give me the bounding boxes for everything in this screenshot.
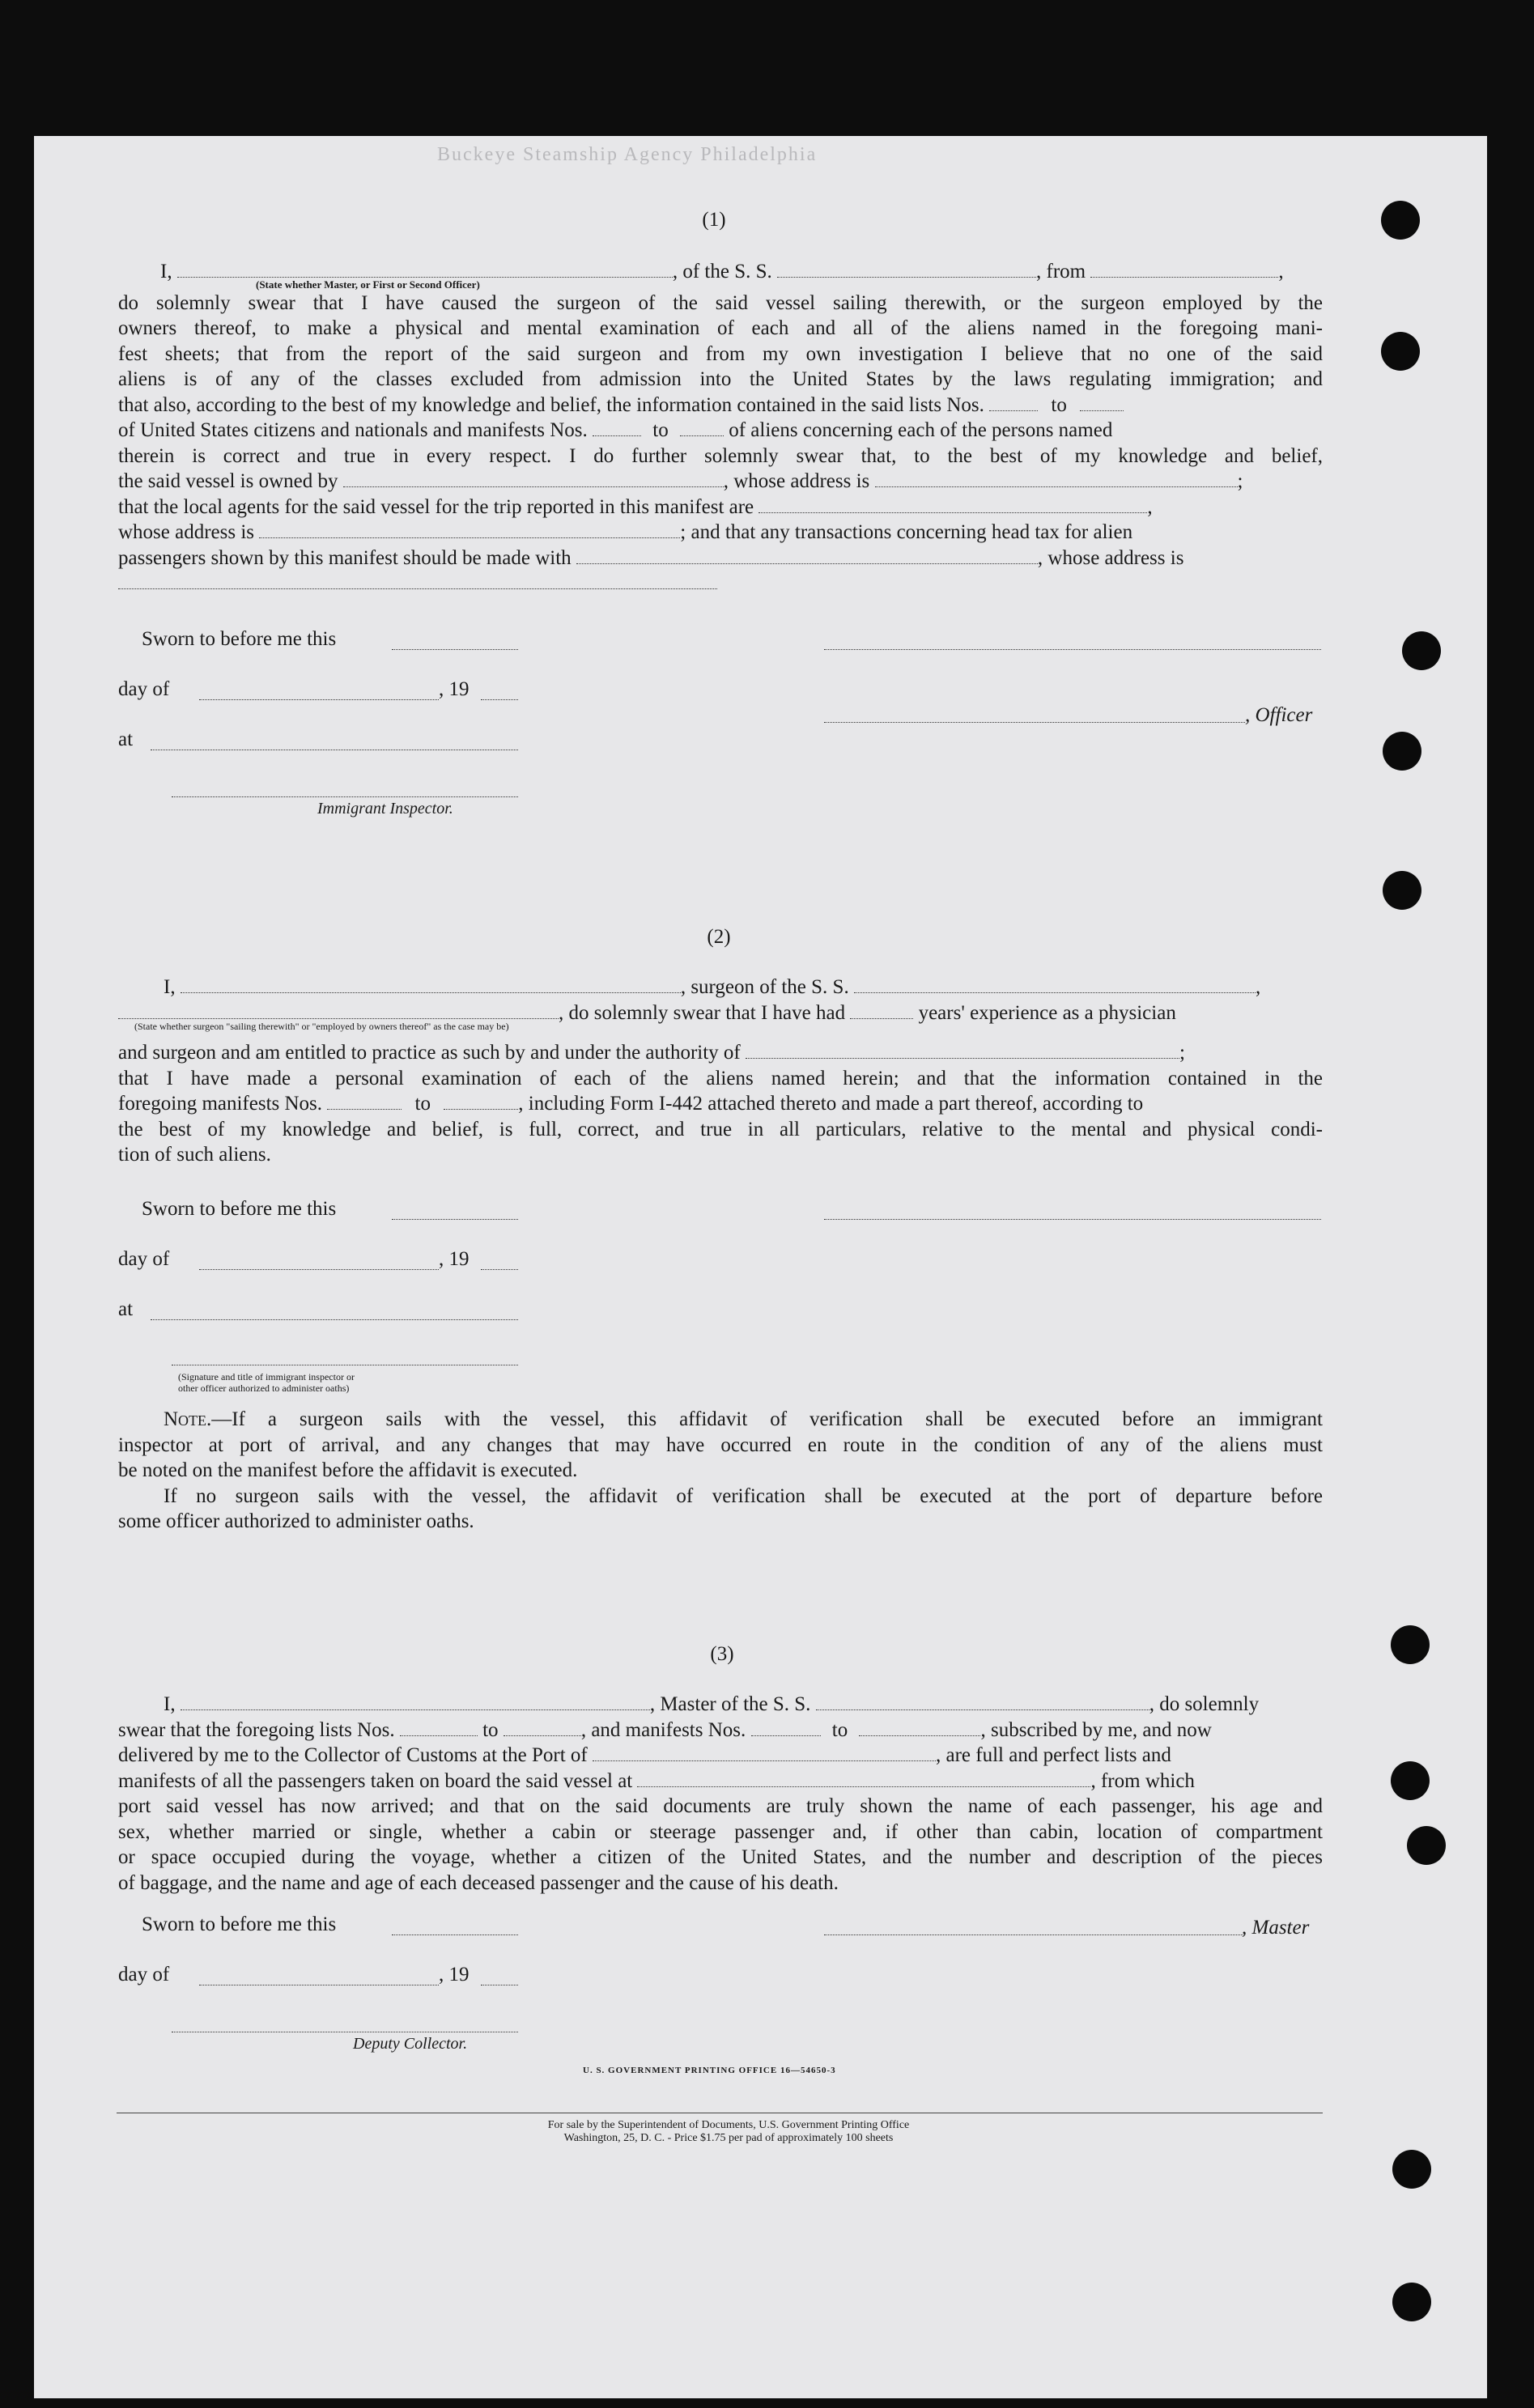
s3-to2: to [831, 1718, 848, 1741]
s1-body-2: fest sheets; that from the report of the said surgeon and from my own investigation I believe that no one of the said [118, 342, 1323, 365]
lists-from-field[interactable] [989, 394, 1038, 411]
owner-address-field[interactable] [875, 470, 1238, 487]
s2-at-field[interactable] [151, 1319, 518, 1320]
s2-swear: , do solemnly swear that I have had [559, 1001, 846, 1024]
section-1-number: (1) [702, 209, 726, 231]
punch-hole-2 [1381, 332, 1420, 371]
s3-master-sign-line[interactable] [824, 1934, 1245, 1935]
s1-sworn: Sworn to before me this [142, 628, 337, 650]
officer-hint: (State whether Master, or First or Second Officer) [256, 278, 480, 291]
s1-agents: that the local agents for the said vessel for the trip reported in this manifest are [118, 495, 754, 518]
s3-lists-from-field[interactable] [400, 1719, 478, 1736]
punch-hole-4 [1383, 732, 1421, 771]
authority-field[interactable] [746, 1042, 1179, 1059]
s1-comma: , [1278, 261, 1284, 282]
s3-lists-a: swear that the foregoing lists Nos. [118, 1718, 395, 1741]
s2-manifests-from-field[interactable] [327, 1093, 402, 1110]
punch-hole-5 [1383, 871, 1421, 910]
officer-name-field[interactable] [177, 261, 673, 278]
s1-nineteen: , 19 [439, 678, 470, 700]
s2-surgeon-sign-line[interactable] [824, 1219, 1321, 1220]
section-3-number: (3) [710, 1643, 734, 1665]
sale-line-2: Washington, 25, D. C. - Price $1.75 per pad of approximately 100 sheets [563, 2132, 894, 2144]
s2-tion: tion of such aliens. [118, 1144, 271, 1166]
s3-collector: delivered by me to the Collector of Customs at the Port of [118, 1744, 588, 1766]
s2-day-of: day of [118, 1248, 170, 1270]
s3-manifests: , and manifests Nos. [580, 1718, 746, 1741]
port-field[interactable] [593, 1744, 936, 1761]
s3-body-1: sex, whether married or single, whether a cabin or steerage passenger and, if other than cabin, location of compartment [118, 1820, 1323, 1843]
s2-sworn-field[interactable] [392, 1219, 518, 1220]
s1-pass-a: passengers shown by this manifest should be made with [118, 546, 572, 569]
from-port-field[interactable] [1090, 261, 1278, 278]
s1-at: at [118, 728, 134, 750]
s1-day-field[interactable] [199, 699, 439, 700]
s2-sworn: Sworn to before me this [142, 1198, 337, 1220]
s3-manifests-to-field[interactable] [859, 1719, 980, 1736]
s1-correct: therein is correct and true in every respect. I do further solemnly swear that, to the best of my knowledge and belief, [118, 444, 1323, 467]
s2-fm-to: to [414, 1093, 431, 1115]
s3-subscribed: , subscribed by me, and now [980, 1718, 1212, 1741]
agents-address-field[interactable] [259, 521, 680, 538]
ship-name-field[interactable] [777, 261, 1036, 278]
s1-manifests-b: of aliens concerning each of the persons named [729, 419, 1113, 441]
s1-agents-end: , [1147, 495, 1153, 518]
s1-owned-b: , whose address is [723, 470, 870, 492]
s1-day-of: day of [118, 678, 170, 700]
punch-hole-9 [1392, 2150, 1431, 2189]
s1-year-field[interactable] [481, 699, 518, 700]
s1-lists-a: that also, according to the best of my knowledge and belief, the information contained in the said lists Nos. [118, 393, 984, 416]
s3-solemnly: , do solemnly [1149, 1693, 1260, 1715]
s1-manifests-a: of United States citizens and nationals and manifests Nos. [118, 419, 588, 441]
s2-sig-hint-2: other officer authorized to administer oaths) [178, 1382, 350, 1394]
s1-officer-sign-line-1[interactable] [824, 649, 1321, 650]
s1-sworn-field[interactable] [392, 649, 518, 650]
s2-note-0: —If a surgeon sails with the vessel, this affidavit of verification shall be executed before an immigrant [211, 1408, 1323, 1430]
section-2-number: (2) [707, 926, 731, 948]
s3-full-lists: , are full and perfect lists and [936, 1744, 1171, 1766]
s1-inspector-label: Immigrant Inspector. [317, 800, 453, 818]
s3-sworn-field[interactable] [392, 1934, 518, 1935]
s3-deputy-label: Deputy Collector. [353, 2035, 468, 2053]
s2-manifests-to-field[interactable] [444, 1093, 518, 1110]
s1-inspector-sign-line[interactable] [172, 796, 518, 797]
s1-from: , from [1036, 261, 1086, 282]
s2-note-label: Note. [164, 1408, 212, 1430]
head-tax-address-field[interactable] [118, 580, 717, 589]
s3-from-which: , from which [1090, 1769, 1195, 1792]
section-2-note [118, 1407, 1323, 1535]
section-1-text [118, 259, 1323, 597]
s1-i: I, [160, 261, 172, 282]
s2-nineteen: , 19 [439, 1248, 470, 1270]
master-name-field[interactable] [181, 1693, 650, 1710]
s1-whose-a: whose address is [118, 521, 255, 543]
section-2-text [118, 975, 1323, 1168]
s1-of-ss: , of the S. S. [672, 261, 772, 282]
surgeon-hint: (State whether surgeon "sailing therewith" or "employed by owners thereof" as the case may be) [134, 1021, 509, 1032]
s2-fm-a: foregoing manifests Nos. [118, 1093, 323, 1115]
s2-auth: and surgeon and am entitled to practice as such by and under the authority of [118, 1042, 741, 1064]
s2-years: years' experience as a physician [918, 1001, 1176, 1024]
s2-i: I, [164, 976, 176, 998]
s1-owned-a: the said vessel is owned by [118, 470, 338, 492]
s1-officer-sign-line-2[interactable] [824, 722, 1245, 723]
manifests-to-field[interactable] [680, 419, 724, 436]
s2-fm-b: , including Form I-442 attached thereto and made a part thereof, according to [518, 1093, 1144, 1115]
s1-manifests-to: to [652, 419, 669, 441]
s3-body-3: of baggage, and the name and age of each deceased passenger and the cause of his death. [118, 1871, 839, 1894]
s3-ship-field[interactable] [816, 1693, 1149, 1710]
s3-sworn: Sworn to before me this [142, 1913, 337, 1935]
s1-pass-b: , whose address is [1037, 546, 1184, 569]
s3-nineteen: , 19 [439, 1964, 470, 1985]
head-tax-party-field[interactable] [576, 547, 1038, 564]
s1-whose-b: ; and that any transactions concerning head tax for alien [680, 521, 1133, 543]
s2-year-field[interactable] [481, 1269, 518, 1270]
s2-surgeon: , surgeon of the S. S. [680, 976, 849, 998]
s1-body-1: owners thereof, to make a physical and mental examination of each and all of the aliens named in the foregoing mani- [118, 317, 1323, 339]
s2-day-field[interactable] [199, 1269, 439, 1270]
lists-to-field[interactable] [1080, 394, 1124, 411]
s2-note-1: inspector at port of arrival, and any changes that may have occurred en route in the condition of any of the aliens must [118, 1433, 1323, 1456]
s1-lists-to: to [1051, 393, 1067, 416]
s1-owned-end: ; [1237, 470, 1243, 492]
s1-body-3: aliens is of any of the classes excluded from admission into the United States by the laws regulating immigration; and [118, 368, 1323, 390]
punch-hole-10 [1392, 2283, 1431, 2321]
printing-office-line: U. S. GOVERNMENT PRINTING OFFICE 16—54650-3 [583, 2066, 836, 2075]
s3-to1: to [482, 1718, 499, 1741]
punch-hole-6 [1391, 1625, 1430, 1664]
punch-hole-3 [1402, 631, 1441, 670]
punch-hole-7 [1391, 1761, 1430, 1800]
boarding-port-field[interactable] [637, 1770, 1090, 1787]
s3-master-label: , Master [1242, 1917, 1310, 1939]
s2-exam: that I have made a personal examination of each of the aliens named herein; and that the information contained in the [118, 1067, 1323, 1089]
s3-day-of: day of [118, 1964, 170, 1985]
s2-end: , [1255, 976, 1261, 998]
s3-body-0: port said vessel has now arrived; and that on the said documents are truly shown the name of each passenger, his age and [118, 1795, 1323, 1817]
s2-at: at [118, 1298, 134, 1320]
s3-master-of: , Master of the S. S. [649, 1693, 811, 1715]
s2-ship-field[interactable] [854, 976, 1256, 993]
punch-hole-1 [1381, 201, 1420, 240]
s2-sig-hint-1: (Signature and title of immigrant inspector or [178, 1371, 355, 1382]
s1-officer-label: , Officer [1245, 704, 1313, 726]
s3-body-2: or space occupied during the voyage, whether a citizen of the United States, and the number and description of the pieces [118, 1846, 1323, 1868]
owner-field[interactable] [343, 470, 724, 487]
s3-taken: manifests of all the passengers taken on board the said vessel at [118, 1769, 633, 1792]
punch-hole-8 [1407, 1826, 1446, 1865]
s2-note-2: be noted on the manifest before the affidavit is executed. [118, 1459, 578, 1481]
ghost-stamp-text: Buckeye Steamship Agency Philadelphia [437, 144, 818, 165]
agents-field[interactable] [759, 496, 1147, 513]
surgeon-status-field[interactable] [118, 1002, 559, 1019]
s2-note2-1: some officer authorized to administer oaths. [118, 1510, 474, 1532]
s2-note2-0: If no surgeon sails with the vessel, the affidavit of verification shall be executed at the port of departure before [164, 1484, 1323, 1507]
s3-i: I, [164, 1693, 176, 1715]
section-3-text [118, 1692, 1323, 1896]
s3-lists-to-field[interactable] [504, 1719, 581, 1736]
sale-line-1: For sale by the Superintendent of Documents, U.S. Government Printing Office [547, 2119, 910, 2131]
s2-auth-end: ; [1179, 1042, 1185, 1064]
s2-best: the best of my knowledge and belief, is full, correct, and true in all particulars, relative to the mental and physical condi- [118, 1118, 1323, 1140]
surgeon-name-field[interactable] [181, 976, 681, 993]
years-field[interactable] [850, 1002, 913, 1019]
manifests-from-field[interactable] [593, 419, 641, 436]
s3-manifests-from-field[interactable] [751, 1719, 821, 1736]
s1-body-0: do solemnly swear that I have caused the surgeon of the said vessel sailing therewith, or the surgeon employed by the [118, 291, 1323, 314]
